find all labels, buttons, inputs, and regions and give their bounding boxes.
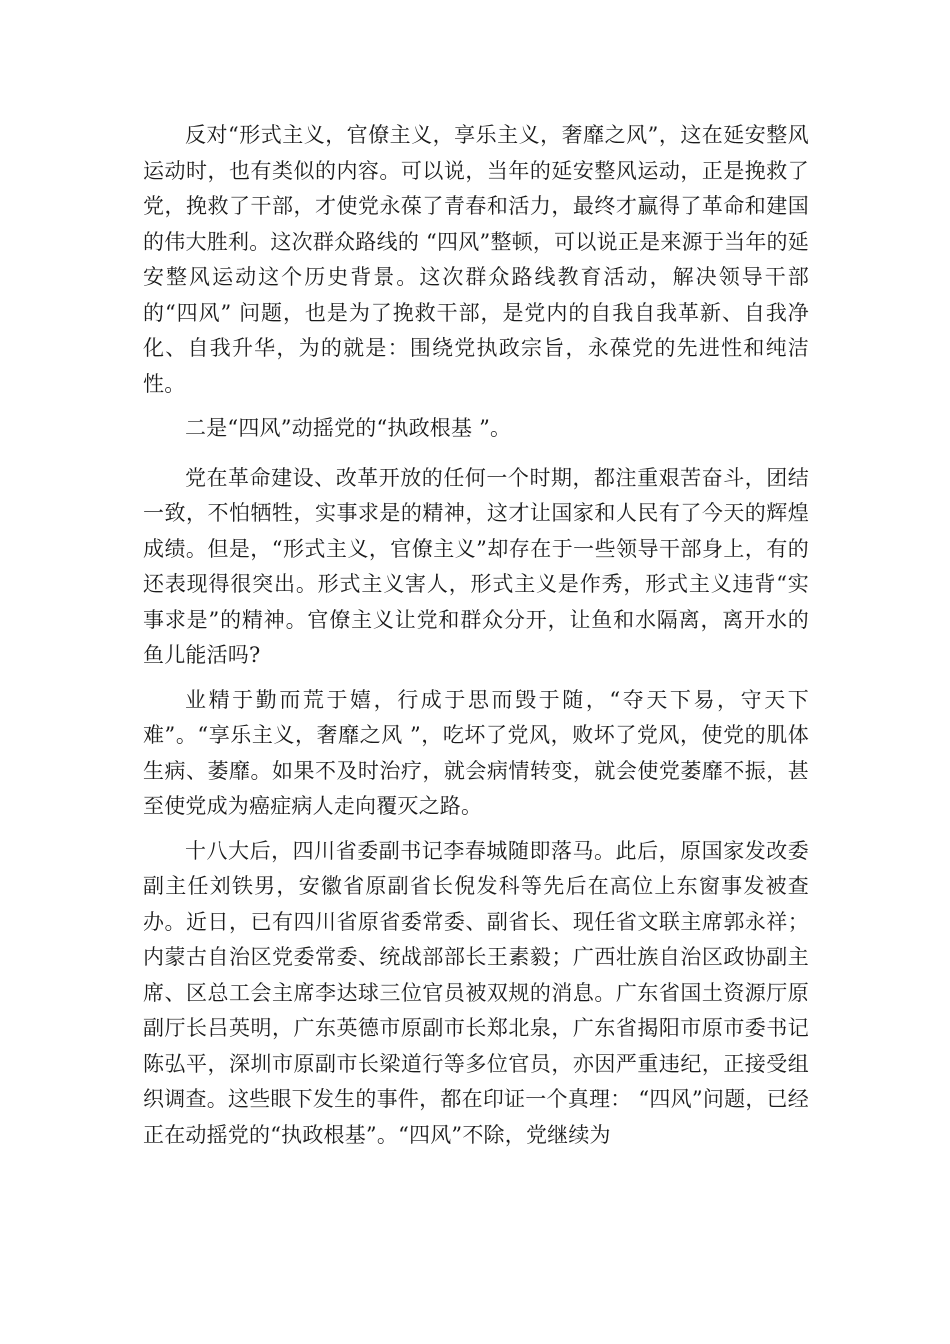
section-heading-ruling-foundation: 二是“四风”动摇党的“执政根基 ”。 bbox=[185, 416, 512, 440]
paragraph-officials-investigated: 十八大后，四川省委副书记李春城随即落马。此后，原国家发改委副主任刘铁男，安徽省原副省长倪发科等先后在高位上东窗事发被查办。近日，已有四川省原省委常委、副省长、现任省文联主席郭永祥；内蒙古自治区党委常委、统战部部长王素毅；广西壮族自治区政协副主席、区总工会主席李达球三位官员被双规的消息。广东省国土资源厅原副厅长吕英明，广东英德市原副市长郑北泉，广东省揭阳市原市委书记陈弘平，深圳市原副市长梁道行等多位官员，亦因严重违纪，正接受组织调查。这些眼下发生的事件，都在印证一个真理： “四风”问题，已经正在动摇党的“执政根基”。“四风”不除，党继续为 bbox=[143, 838, 809, 1147]
document-body bbox=[143, 118, 809, 1162]
paragraph-hedonism-extravagance: 业精于勤而荒于嬉，行成于思而毁于随，“夺天下易，守天下难”。“享乐主义，奢靡之风 ”，吃坏了党风，败坏了党风，使党的肌体生病、萎靡。如果不及时治疗，就会病情转变，就会使党萎靡不振，甚至使党成为癌症病人走向覆灭之路。 bbox=[143, 687, 809, 818]
paragraph-hard-work-spirit: 党在革命建设、改革开放的任何一个时期，都注重艰苦奋斗，团结一致，不怕牺牲，实事求是的精神，这才让国家和人民有了今天的辉煌成绩。但是，“形式主义，官僚主义”却存在于一些领导干部身上，有的还表现得很突出。形式主义害人，形式主义是作秀，形式主义违背“实事求是”的精神。官僚主义让党和群众分开，让鱼和水隔离，离开水的鱼儿能活吗? bbox=[143, 465, 809, 667]
paragraph-yanan-rectification: 反对“形式主义，官僚主义，享乐主义，奢靡之风”，这在延安整风运动时，也有类似的内容。可以说，当年的延安整风运动，正是挽救了党，挽救了干部，才使党永葆了青春和活力，最终才赢得了革命和建国的伟大胜利。这次群众路线的 “四风”整顿，可以说正是来源于当年的延安整风运动这个历史背景。这次群众路线教育活动，解决领导干部的“四风” 问题，也是为了挽救干部，是党内的自我自我革新、自我净化、自我升华，为的就是：围绕党执政宗旨，永葆党的先进性和纯洁性。 bbox=[143, 123, 809, 396]
